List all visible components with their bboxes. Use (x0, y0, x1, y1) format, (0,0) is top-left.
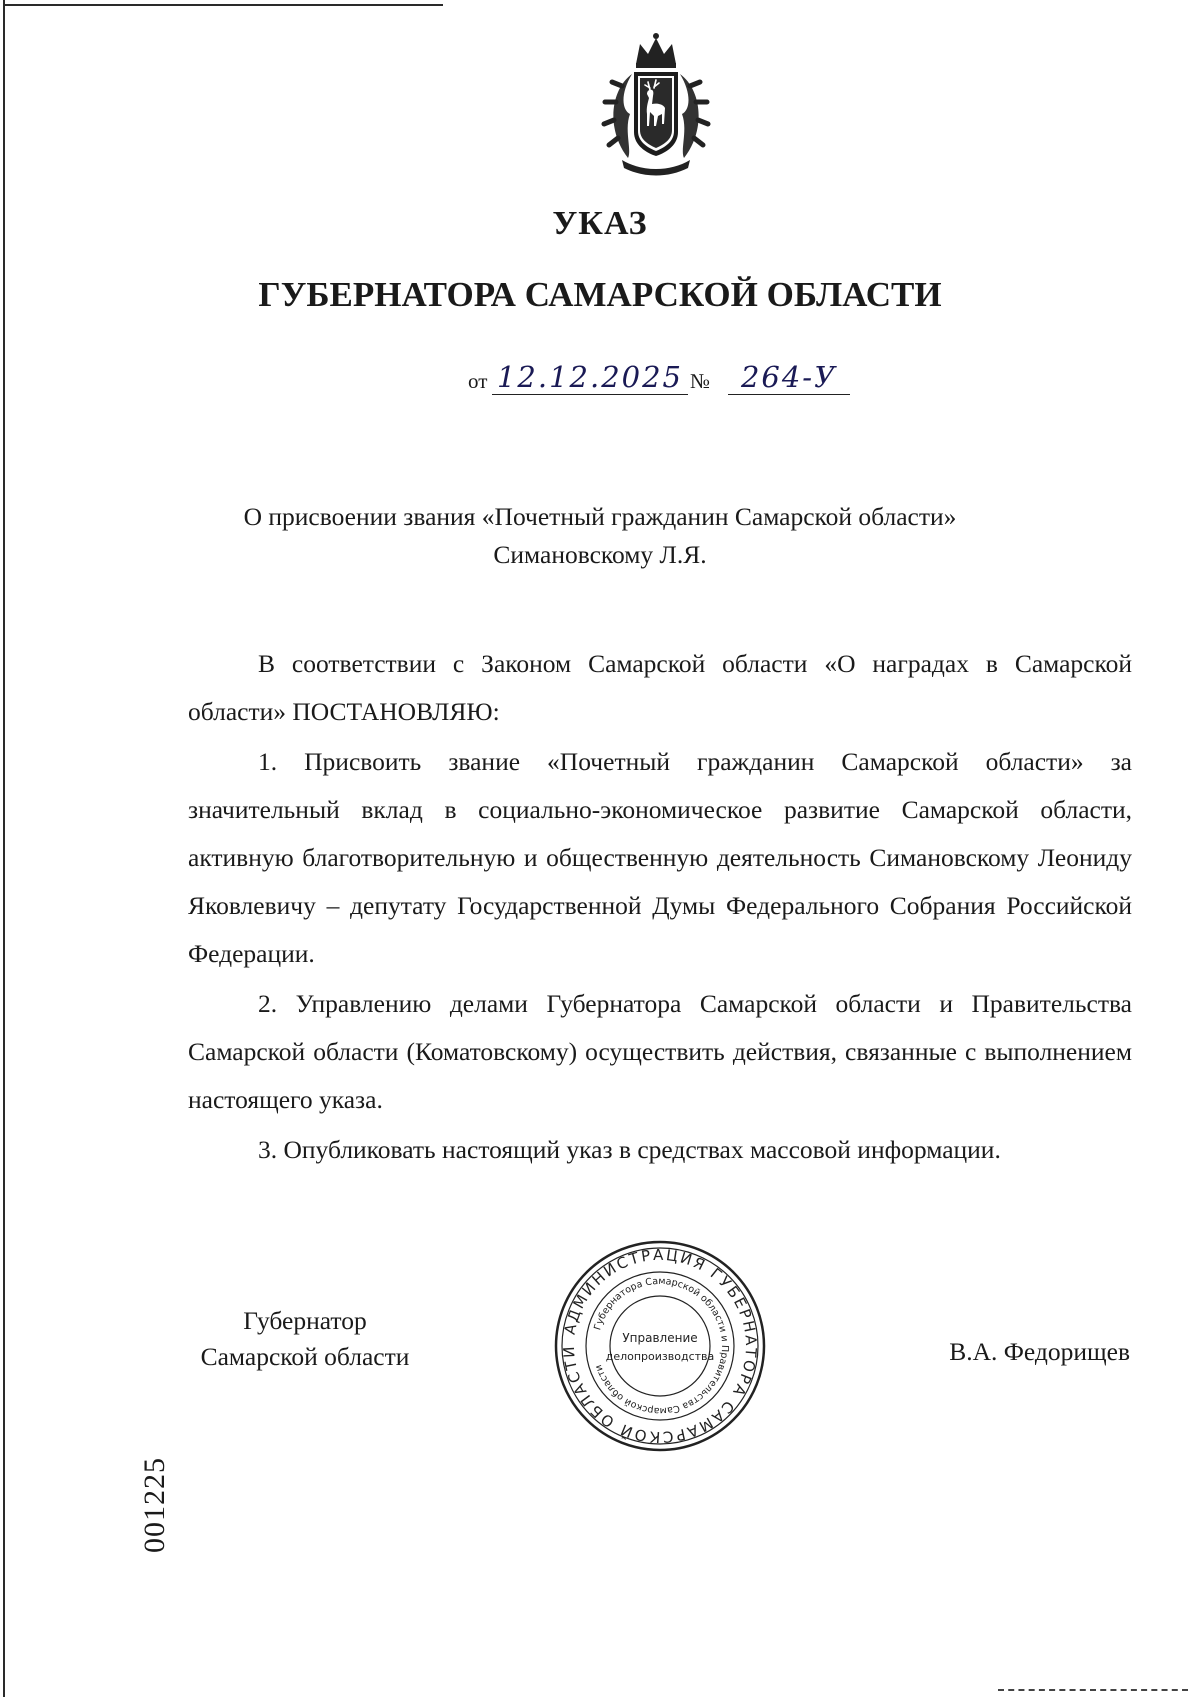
subject-line-1: О присвоении звания «Почетный гражданин Самарской области» (243, 502, 957, 531)
stamp-outer-text: АДМИНИСТРАЦИЯ ГУБЕРНАТОРА САМАРСКОЙ ОБЛАСТИ (559, 1245, 761, 1447)
registration-number-text: 001225 (138, 1457, 171, 1553)
scan-border-bottom (998, 1689, 1188, 1691)
date-number-line (460, 360, 880, 400)
document-date: 12.12.2025 (492, 360, 688, 395)
signatory-position (175, 1303, 435, 1375)
document-subject (150, 498, 1050, 574)
preamble-paragraph: В соответствии с Законом Самарской области «О наградах в Самарской области» ПОСТАНОВЛЯЮ: (188, 649, 1132, 726)
clause-1-paragraph: 1. Присвоить звание «Почетный гражданин Самарской области» за значительный вклад в социально-экономическое развитие Самарской области, активную благотворительную и общественную деятельность Симановскому Леониду Яковлевичу – депутату Государственной Думы Федерального Собрания Российской Федерации. (188, 747, 1132, 968)
from-label: от (468, 369, 488, 393)
scan-border-left (3, 0, 5, 1697)
stamp-inner-text: Губернатора Самарской области и Правительства Самарской области (592, 1275, 731, 1417)
document-subtitle: ГУБЕРНАТОРА САМАРСКОЙ ОБЛАСТИ (258, 275, 942, 314)
official-stamp (552, 1238, 768, 1454)
stamp-center-line-1: Управление (622, 1331, 698, 1345)
document-number: 264-У (728, 360, 850, 395)
clause-2-paragraph: 2. Управлению делами Губернатора Самарской области и Правительства Самарской области (Коматовскому) осуществить действия, связанные с выполнением настоящего указа. (188, 989, 1132, 1114)
number-label: № (690, 369, 711, 393)
subject-line-2: Симановскому Л.Я. (493, 540, 707, 569)
document-body (188, 640, 1132, 1174)
scan-border-top (3, 4, 443, 6)
coat-of-arms-icon (592, 30, 720, 180)
position-line-1: Губернатор (243, 1306, 367, 1335)
position-line-2: Самарской области (200, 1342, 410, 1371)
document-title: УКАЗ (552, 205, 648, 242)
clause-3-paragraph: 3. Опубликовать настоящий указ в средствах массовой информации. (258, 1135, 1001, 1164)
stamp-center-line-2: делопроизводства (605, 1350, 715, 1363)
signatory-name: В.А. Федорищев (949, 1337, 1130, 1366)
